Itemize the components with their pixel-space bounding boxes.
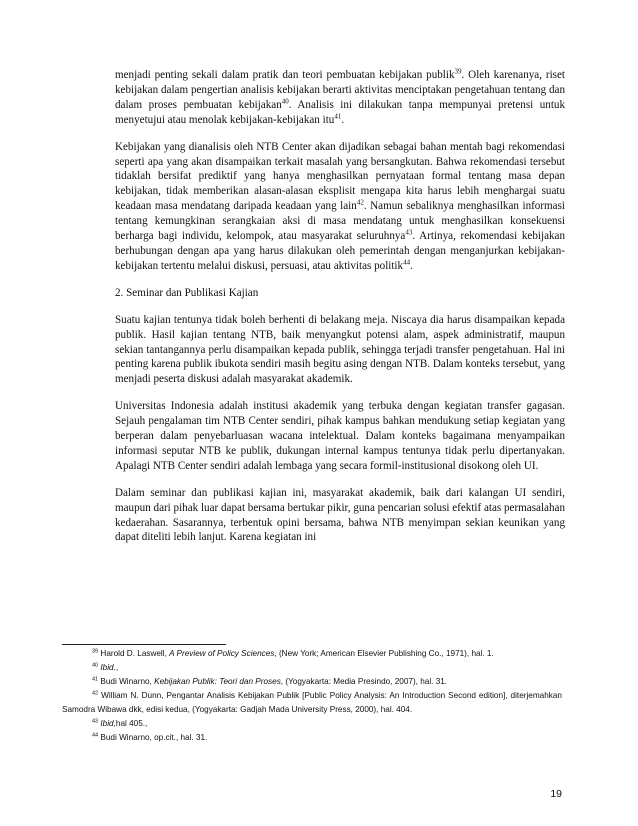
footnote-title: A Preview of Policy Sciences (169, 649, 275, 658)
footnote-number: 41 (92, 676, 99, 683)
footnote-text: William N. Dunn, Pengantar Analisis Kebijakan Publik [Public Policy Analysis: An Introduction Second edition], diterjemahkan Samodra Wibawa dkk, edisi kedua, (Yogyakarta: Gadjah Mada University Press, 2000), hal. 404. (62, 691, 562, 714)
footnote-ref[interactable]: 44 (403, 258, 411, 267)
footnote-item (62, 731, 562, 745)
footnote-item (62, 689, 562, 717)
footnote-number: 43 (92, 718, 99, 725)
footnote-text: hal 405., (115, 719, 148, 728)
text-run: . (410, 259, 413, 272)
footnote-item (62, 647, 562, 661)
footnote-text: Budi Winarno, op.cit., hal. 31. (100, 733, 208, 742)
footnote-ref[interactable]: 39 (454, 67, 462, 76)
footnote-title: Ibid, (100, 719, 116, 728)
text-run: . Artinya, rekomendasi kebijakan berhubungan dengan apa yang harus dilakukan oleh pemerintah dengan menganjurkan kebijakan-kebijakan tertentu melalui diskusi, persuasi, atau aktivitas politik (115, 230, 566, 272)
footnote-ref[interactable]: 43 (405, 228, 413, 237)
text-run: . Namun sebaliknya menghasilkan informasi tentang kemungkinan serangkaian aksi di masa mendatang untuk menghasilkan konsekuensi berharga bagi individu, kelompok, atau masyarakat seluruhnya (115, 200, 566, 243)
paragraph-2 (115, 140, 565, 274)
paragraph-3: Suatu kajian tentunya tidak boleh berhenti di belakang meja. Niscaya dia harus disampaikan kepada publik. Hasil kajian tentang NTB, baik menyangkut potensi alam, aspek administratif, maupun sekian tantangannya perlu disampaikan kepada publik, sehingga terjadi transfer pengetahuan. Hal ini penting karena publik ibukota sendiri masih begitu asing dengan NTB. Dalam konteks tersebut, yang menjadi peserta diskusi adalah masyarakat akademik. (115, 313, 565, 386)
footnote-divider (62, 644, 226, 645)
footnote-text: , (Yogyakarta: Media Presindo, 2007), hal. 31. (280, 677, 448, 686)
main-body (115, 68, 565, 557)
paragraph-5: Dalam seminar dan publikasi kajian ini, masyarakat akademik, baik dari kalangan UI sendiri, maupun dari pihak luar dapat bersama bertukar pikir, guna pencarian solusi efektif atas permasalahan kedaerahan. Sasarannya, terbentuk opini bersama, bahwa NTB menyimpan sekian keunikan yang dapat diteliti lebih lanjut. Karena kegiatan ini (115, 486, 565, 544)
section-heading: 2. Seminar dan Publikasi Kajian (115, 286, 259, 299)
footnote-number: 40 (92, 662, 99, 669)
footnote-text: Budi Winarno, (100, 677, 155, 686)
footnote-item (62, 675, 562, 689)
footnote-ref[interactable]: 41 (334, 112, 342, 121)
footnote-item (62, 661, 562, 675)
footnote-number: 44 (92, 732, 99, 739)
footnotes (62, 647, 562, 745)
text-run: . Oleh karenanya, riset kebijakan dalam pengertian analisis kebijakan berarti aktivitas menciptakan pengetahuan tentang dan dalam proses pembuatan kebijakan (115, 69, 565, 111)
footnote-text: Harold D. Laswell, (100, 649, 170, 658)
footnote-text: , (115, 663, 119, 672)
text-run: . Analisis ini dilakukan tanpa mempunyai pretensi untuk menyetujui atau menolak kebijakan-kebijakan itu (115, 98, 565, 126)
paragraph-4: Universitas Indonesia adalah institusi akademik yang terbuka dengan kegiatan transfer gagasan. Sejauh pengalaman tim NTB Center sendiri, pihak kampus bahkan mendukung setiap kegiatan yang berperan dalam penyebarluasan wacana intelektual. Dalam konteks bagaimana menyampaikan informasi seputar NTB ke publik, dukungan internal kampus tentunya tidak perlu dipertanyakan. Apalagi NTB Center sendiri adalah lembaga yang secara formil-institusional disokong oleh UI. (115, 400, 565, 472)
paragraph-1 (115, 68, 565, 128)
footnote-title: Ibid. (100, 663, 116, 672)
footnote-ref[interactable]: 42 (356, 198, 364, 207)
page-number: 19 (550, 788, 562, 800)
text-run: menjadi penting sekali dalam pratik dan teori pembuatan kebijakan publik (115, 69, 455, 81)
footnote-number: 42 (92, 690, 99, 697)
footnote-number: 39 (92, 648, 99, 655)
footnote-text: , (New York; American Elsevier Publishing Co., 1971), hal. 1. (274, 649, 494, 658)
footnote-item (62, 717, 562, 731)
footnote-title: Kebijakan Publik: Teori dan Proses (154, 677, 281, 686)
text-run: Kebijakan yang dianalisis oleh NTB Center akan dijadikan sebagai bahan mentah bagi rekomendasi seperti apa yang akan disampaikan terkait masalah yang bersangkutan. Bahwa rekomendasi tersebut tidaklah bersifat prediktif yang hanya menghasilkan pernyataan formal tentang masa depan kebijakan, tidak memberikan alasan-alasan eksplisit mengapa kita harus lebih menghargai suatu keadaan masa mendatang daripada keadaan yang lain (115, 140, 565, 213)
footnote-ref[interactable]: 40 (281, 97, 289, 106)
text-run: . (341, 113, 345, 126)
